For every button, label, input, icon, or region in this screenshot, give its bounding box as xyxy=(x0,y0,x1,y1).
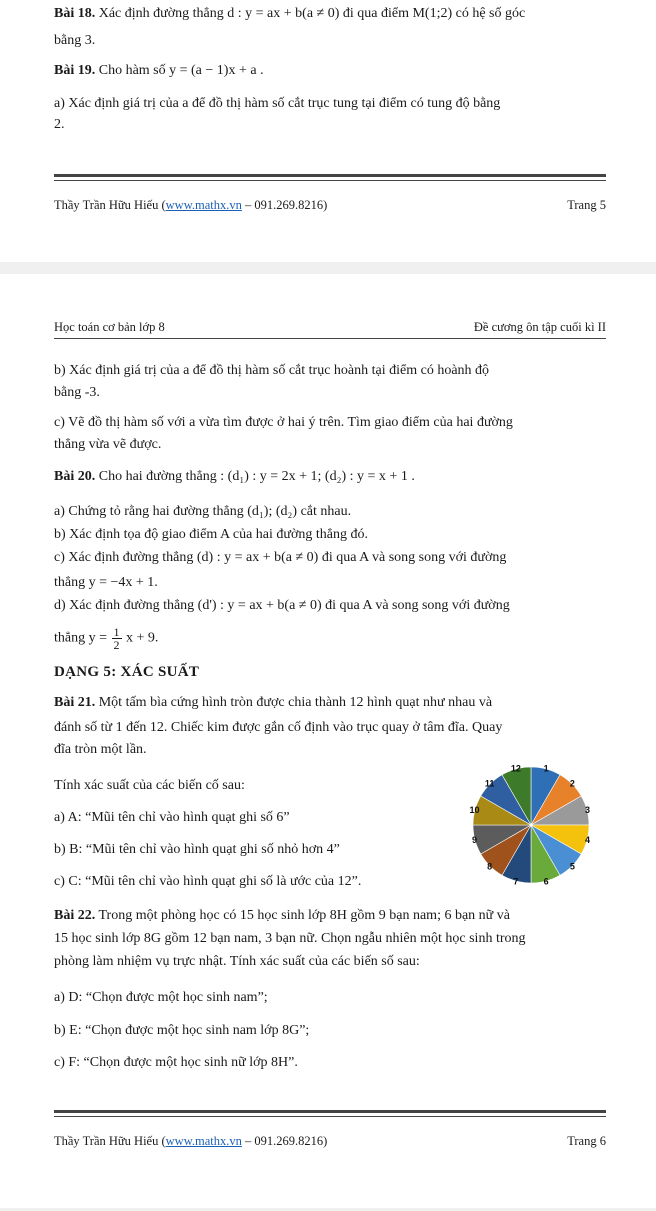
header-rule xyxy=(54,338,606,339)
b21b-line: b) B: “Mũi tên chỉ vào hình quạt ghi số nhỏ hơn 4” xyxy=(54,842,340,857)
footer xyxy=(54,1134,606,1149)
bai18-line1: Bài 18. Xác định đường thẳng d : y = ax + b(a ≠ 0) đi qua điểm M(1;2) có hệ số góc xyxy=(54,6,526,21)
wheel-label-5: 5 xyxy=(569,861,575,872)
wheel-label-2: 2 xyxy=(569,778,575,789)
b19b-line2: bằng -3. xyxy=(54,385,100,400)
bai22-line2: 15 học sinh lớp 8G gồm 12 bạn nam, 3 bạn nữ. Chọn ngẫu nhiên một học sinh trong xyxy=(54,931,526,946)
wheel-label-4: 4 xyxy=(584,835,591,846)
wheel-label-9: 9 xyxy=(471,835,478,846)
footer-link[interactable]: www.mathx.vn xyxy=(165,1134,242,1148)
wheel-label-8: 8 xyxy=(487,861,493,872)
b20a-line: a) Chứng tỏ rằng hai đường thẳng (d₁); (d₂) cắt nhau. xyxy=(54,504,352,519)
fraction-one-half: $\frac{1}{2}$ xyxy=(113,625,120,652)
bai21-line1: Bài 21. Một tấm bìa cứng hình tròn được chia thành 12 hình quạt như nhau và xyxy=(54,695,493,710)
footer xyxy=(54,198,606,213)
footer-rule-thin xyxy=(54,180,606,181)
bai19-line: Bài 19. Cho hàm số y = (a − 1)x + a . xyxy=(54,63,264,78)
b20c-line2: thẳng y = −4x + 1. xyxy=(54,575,158,590)
page-5 xyxy=(0,0,656,262)
wheel-label-10: 10 xyxy=(469,804,480,815)
b20d-line1: d) Xác định đường thẳng (d') : y = ax + b(a ≠ 0) đi qua A và song song với đường xyxy=(54,598,510,613)
wheel-label-12: 12 xyxy=(510,764,521,774)
bai21-line3: đĩa tròn một lần. xyxy=(54,742,147,757)
b21a-line: a) A: “Mũi tên chỉ vào hình quạt ghi số 6” xyxy=(54,810,290,825)
spinner-wheel-figure xyxy=(465,764,597,886)
b22a-line: a) D: “Chọn được một học sinh nam”; xyxy=(54,990,268,1005)
bai22-line3: phòng làm nhiệm vụ trực nhật. Tính xác suất của các biến số sau: xyxy=(54,954,420,969)
b20d-line2: thẳng y = $\frac{1}{2}$ x + 9. xyxy=(54,625,159,652)
page-6 xyxy=(0,274,656,1208)
wheel-label-6: 6 xyxy=(543,876,549,886)
bai22-line1: Bài 22. Trong một phòng học có 15 học sinh lớp 8H gồm 9 bạn nam; 6 bạn nữ và xyxy=(54,908,510,923)
bai19a-line2: 2. xyxy=(54,117,65,132)
header-right: Đề cương ôn tập cuối kì II xyxy=(473,320,606,334)
b22c-line: c) F: “Chọn được một học sinh nữ lớp 8H”. xyxy=(54,1055,298,1070)
wheel-label-11: 11 xyxy=(484,778,495,789)
footer-rule-thick xyxy=(54,1110,606,1113)
b21-intro: Tính xác suất của các biến cố sau: xyxy=(54,778,245,793)
footer-author: Thầy Trần Hữu Hiếu (www.mathx.vn – 091.269.8216) xyxy=(54,1134,328,1148)
b19c-line2: thẳng vừa vẽ được. xyxy=(54,437,162,452)
page-number: Trang 5 xyxy=(567,198,606,212)
section-heading-dang5: DẠNG 5: XÁC SUẤT xyxy=(54,664,200,680)
b21c-line: c) C: “Mũi tên chỉ vào hình quạt ghi số là ước của 12”. xyxy=(54,874,362,889)
page-header xyxy=(54,320,606,335)
b20c-line1: c) Xác định đường thẳng (d) : y = ax + b(a ≠ 0) đi qua A và song song với đường xyxy=(54,550,507,565)
wheel-label-1: 1 xyxy=(543,764,549,774)
b19c-line1: c) Vẽ đồ thị hàm số với a vừa tìm được ở hai ý trên. Tìm giao điểm của hai đường xyxy=(54,415,513,430)
bai21-line2: đánh số từ 1 đến 12. Chiếc kim được gắn cố định vào trục quay ở tâm đĩa. Quay xyxy=(54,720,503,735)
bai20-line: Bài 20. Cho hai đường thẳng : (d₁) : y = 2x + 1; (d₂) : y = x + 1 . xyxy=(54,469,415,484)
wheel-label-7: 7 xyxy=(513,876,519,886)
footer-author: Thầy Trần Hữu Hiếu (www.mathx.vn – 091.269.8216) xyxy=(54,198,328,212)
header-left: Học toán cơ bản lớp 8 xyxy=(54,320,165,334)
bai18-line2: bằng 3. xyxy=(54,33,96,48)
wheel-label-3: 3 xyxy=(584,804,591,815)
b22b-line: b) E: “Chọn được một học sinh nam lớp 8G”; xyxy=(54,1023,310,1038)
footer-rule-thick xyxy=(54,174,606,177)
page-number: Trang 6 xyxy=(567,1134,606,1148)
b19b-line1: b) Xác định giá trị của a để đồ thị hàm số cắt trục hoành tại điểm có hoành độ xyxy=(54,363,490,378)
footer-rule-thin xyxy=(54,1116,606,1117)
bai19a-line1: a) Xác định giá trị của a để đồ thị hàm số cắt trục tung tại điểm có tung độ bằng xyxy=(54,96,501,111)
footer-link[interactable]: www.mathx.vn xyxy=(165,198,242,212)
b20b-line: b) Xác định tọa độ giao điểm A của hai đường thẳng đó. xyxy=(54,527,368,542)
